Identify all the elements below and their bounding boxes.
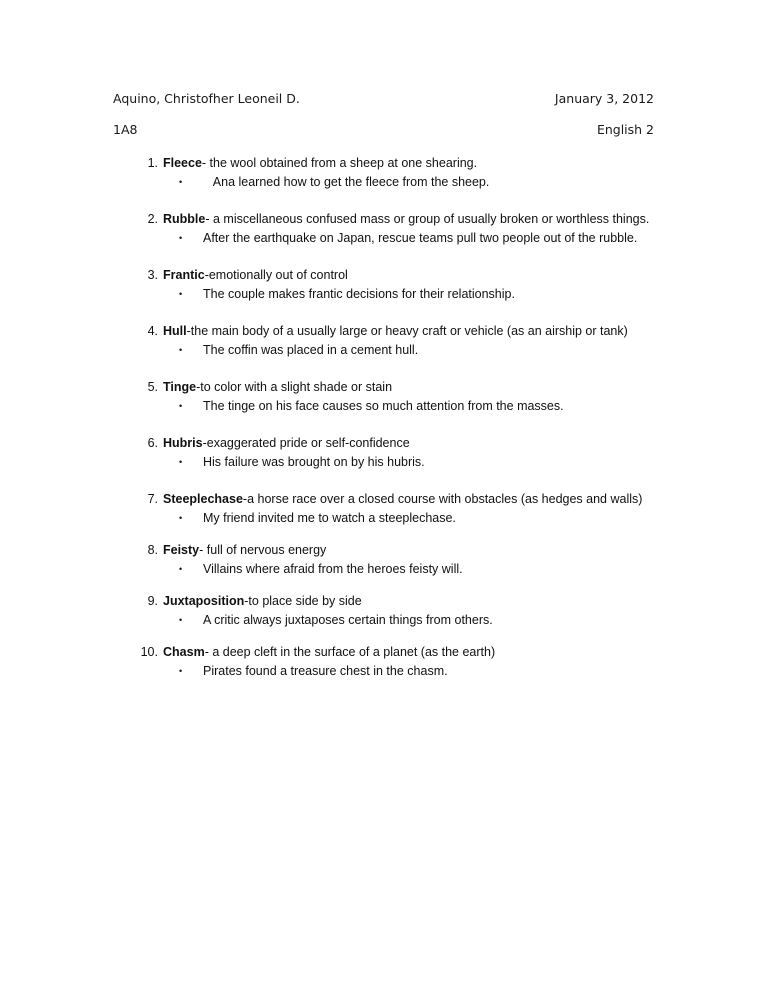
example-sentence: Pirates found a treasure chest in the chasm. (203, 664, 448, 678)
bullet-icon: • (179, 177, 183, 187)
list-item (113, 542, 673, 593)
example-sentence: The tinge on his face causes so much attention from the masses. (203, 399, 564, 413)
term-definition: -exaggerated pride or self-confidence (202, 436, 410, 450)
vocabulary-list (113, 155, 673, 695)
example-line (179, 286, 515, 303)
subject-name: English 2 (596, 122, 654, 137)
term-definition: - full of nervous energy (199, 543, 327, 557)
example-sentence: My friend invited me to watch a steeplechase. (203, 511, 456, 525)
item-number: 10. (140, 645, 158, 659)
list-item (113, 155, 673, 211)
item-number: 8. (147, 543, 158, 557)
example-line (179, 561, 463, 578)
example-line (179, 230, 637, 247)
example-sentence: After the earthquake on Japan, rescue teams pull two people out of the rubble. (203, 231, 638, 245)
list-item (113, 644, 673, 695)
example-sentence: Ana learned how to get the fleece from the sheep. (210, 175, 490, 189)
list-item (113, 323, 673, 379)
term-definition: -a horse race over a closed course with obstacles (as hedges and walls) (242, 492, 643, 506)
bullet-icon: • (179, 401, 183, 411)
definition-line (113, 435, 410, 452)
bullet-icon: • (179, 345, 183, 355)
vocab-term: Feisty (163, 543, 200, 557)
term-definition: -emotionally out of control (204, 268, 348, 282)
example-line (179, 454, 425, 471)
list-item (113, 379, 673, 435)
definition-line (113, 323, 628, 340)
definition-line (113, 155, 477, 172)
header-row-section-subject (113, 122, 654, 138)
vocab-term: Juxtaposition (163, 594, 245, 608)
list-item (113, 435, 673, 491)
example-sentence: The couple makes frantic decisions for their relationship. (203, 287, 515, 301)
definition-line (113, 267, 348, 284)
vocab-term: Steeplechase (163, 492, 243, 506)
example-line (179, 174, 489, 191)
definition-line (113, 379, 392, 396)
item-number: 1. (147, 156, 158, 170)
list-item (113, 267, 673, 323)
vocab-term: Chasm (163, 645, 205, 659)
document-date: January 3, 2012 (554, 91, 654, 106)
bullet-icon: • (179, 457, 183, 467)
item-number: 2. (147, 212, 158, 226)
example-line (179, 398, 564, 415)
example-line (179, 342, 418, 359)
vocab-term: Hull (163, 324, 187, 338)
example-sentence: His failure was brought on by his hubris. (203, 455, 425, 469)
item-number: 3. (147, 268, 158, 282)
vocab-term: Tinge (163, 380, 197, 394)
definition-line (113, 542, 326, 559)
class-section: 1A8 (113, 122, 138, 137)
vocab-term: Frantic (163, 268, 205, 282)
vocab-term: Rubble (163, 212, 206, 226)
bullet-icon: • (179, 513, 183, 523)
vocab-term: Fleece (163, 156, 202, 170)
item-number: 9. (147, 594, 158, 608)
term-definition: - the wool obtained from a sheep at one shearing. (201, 156, 478, 170)
example-sentence: Villains where afraid from the heroes feisty will. (203, 562, 463, 576)
item-number: 4. (147, 324, 158, 338)
term-definition: - a deep cleft in the surface of a planet (as the earth) (204, 645, 496, 659)
example-sentence: The coffin was placed in a cement hull. (203, 343, 419, 357)
item-number: 7. (147, 492, 158, 506)
bullet-icon: • (179, 289, 183, 299)
term-definition: -to place side by side (244, 594, 362, 608)
example-line (179, 510, 456, 527)
bullet-icon: • (179, 233, 183, 243)
example-line (179, 612, 493, 629)
header-row-name-date (113, 91, 654, 107)
list-item (113, 593, 673, 644)
definition-line (113, 644, 495, 661)
item-number: 6. (147, 436, 158, 450)
student-name: Aquino, Christofher Leoneil D. (113, 91, 300, 106)
vocab-term: Hubris (163, 436, 203, 450)
definition-line (113, 211, 649, 228)
term-definition: - a miscellaneous confused mass or group of usually broken or worthless things. (205, 212, 650, 226)
term-definition: -the main body of a usually large or heavy craft or vehicle (as an airship or tank) (186, 324, 628, 338)
item-number: 5. (147, 380, 158, 394)
example-sentence: A critic always juxtaposes certain things from others. (203, 613, 493, 627)
bullet-icon: • (179, 564, 183, 574)
bullet-icon: • (179, 615, 183, 625)
definition-line (113, 491, 642, 508)
list-item (113, 491, 673, 542)
definition-line (113, 593, 362, 610)
example-line (179, 663, 448, 680)
list-item (113, 211, 673, 267)
bullet-icon: • (179, 666, 183, 676)
term-definition: -to color with a slight shade or stain (196, 380, 393, 394)
